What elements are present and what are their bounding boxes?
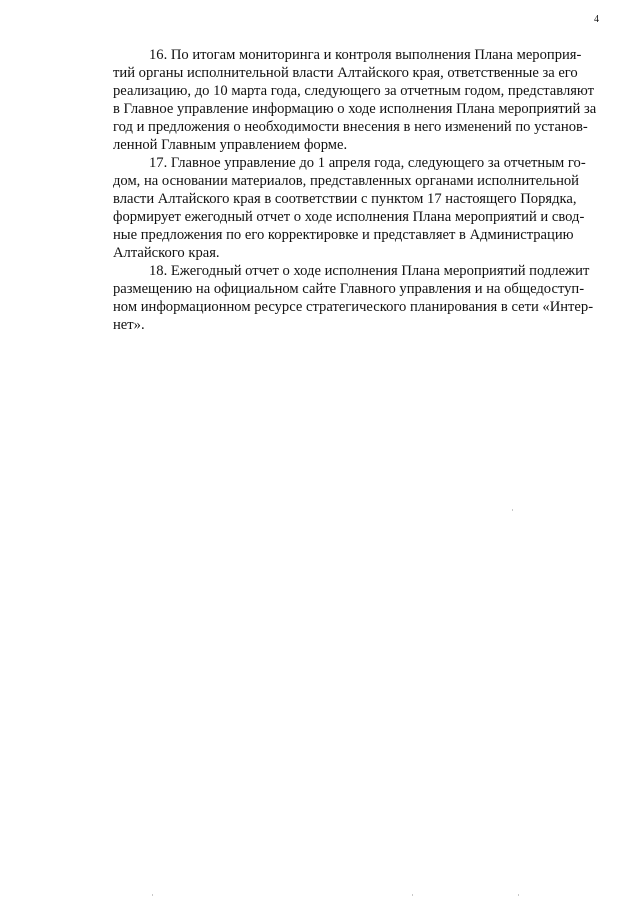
paragraph-18: 18. Ежегодный отчет о ходе исполнения Плана мероприятий подлежит размещению на официальном сайте Главного управления и на общедоступ- ном информационном ресурсе стратегического планирования в сети «Интер- нет». — [113, 263, 594, 333]
page-number: 4 — [594, 14, 599, 25]
scan-speck — [512, 509, 513, 511]
paragraph-16: 16. По итогам мониторинга и контроля выполнения Плана мероприя- тий органы исполнительной власти Алтайского края, ответственные за его реализацию, до 10 марта года, следующего за отчетным годом, представляют в Главное управление информацию о ходе исполнения Плана мероприятий за год и предложения о необходимости внесения в него изменений по установ- ленной Главным управлением форме. — [113, 47, 597, 153]
paragraph-17: 17. Главное управление до 1 апреля года, следующего за отчетным го- дом, на основании материалов, представленных органами исполнительной власти Алтайского края в соответствии с пунктом 17 настоящего Порядка, формирует ежегодный отчет о ходе исполнения Плана мероприятий и свод- ные предложения по его корректировке и представляет в Администрацию Алтайского края. — [113, 155, 586, 261]
scan-speck — [518, 894, 519, 896]
scan-speck — [152, 894, 153, 896]
document-body — [113, 46, 601, 334]
scan-speck — [412, 894, 413, 896]
